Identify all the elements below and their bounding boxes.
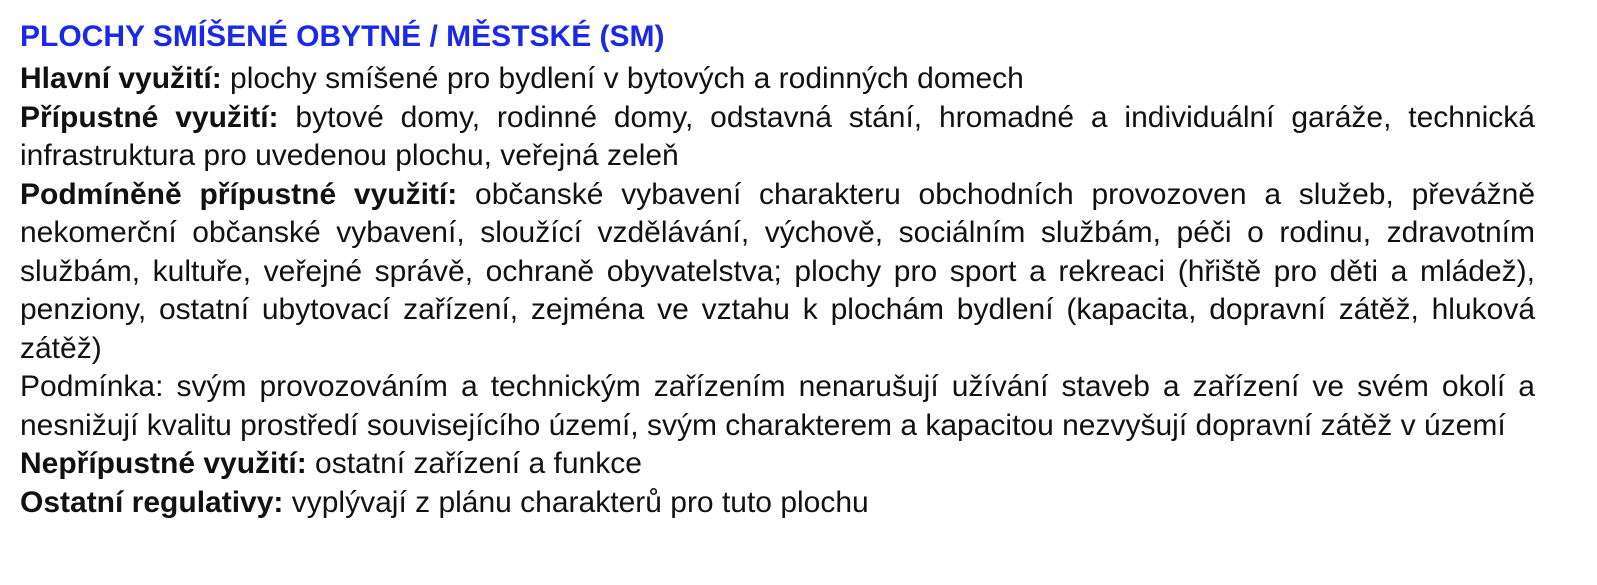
paragraph-text: občanské vybavení charakteru obchodních provozoven a služeb, převážně nekomerční občanské vybavení, sloužící vzdělávání, výchově, sociálním službám, péči o rodinu, zdravotním službám, kultuře, veřejné správě, ochraně obyvatelstva; plochy pro sport a rekreaci (hřiště pro děti a mládež), penziony, ostatní ubytovací zařízení, zejména ve vztahu k plochám bydlení (kapacita, dopravní zátěž, hluková zátěž) [20,177,1536,365]
paragraph-other-regulations [20,484,1535,523]
paragraph-label: Nepřípustné využití: [20,447,307,480]
paragraph-label: Podmíněně přípustné využití: [20,177,458,211]
paragraph-label: Ostatní regulativy: [20,485,284,519]
paragraph-text: bytové domy, rodinné domy, odstavná stání, hromadné a individuální garáže, technická infrastruktura pro uvedenou plochu, veřejná zeleň [20,100,1535,172]
paragraph-text: Podmínka: svým provozováním a technickým zařízením nenarušují užívání staveb a zařízení ve svém okolí a nesnižují kvalitu prostředí souvisejícího území, svým charakterem a kapacitou nezvyšují dopravní zátěž v území [20,370,1535,442]
paragraph-label: Přípustné využití: [20,100,279,134]
document [20,14,1535,522]
paragraph-main-use [20,60,1535,99]
paragraph-text: plochy smíšené pro bydlení v bytových a rodinných domech [221,62,1024,95]
section-heading: PLOCHY SMÍŠENÉ OBYTNÉ / MĚSTSKÉ (SM) [20,20,665,53]
paragraph-text: vyplývají z plánu charakterů pro tuto plochu [283,485,869,519]
paragraph-conditional-use [20,176,1535,369]
paragraph-text: ostatní zařízení a funkce [306,447,642,480]
paragraph-permitted-use [20,99,1535,176]
paragraph-condition [20,368,1535,445]
paragraph-prohibited-use [20,445,1535,484]
paragraph-label: Hlavní využití: [20,62,222,95]
